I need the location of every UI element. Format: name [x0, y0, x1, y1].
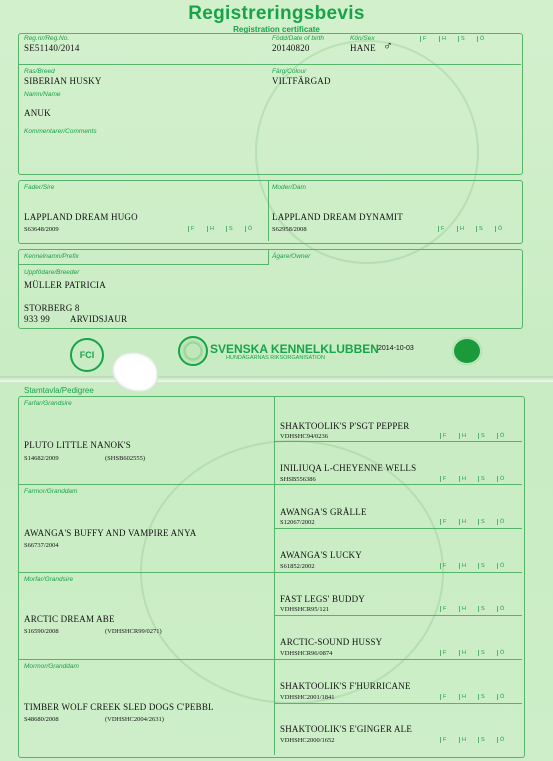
- health-col-s: S: [458, 36, 477, 42]
- health-col-f: F: [440, 563, 459, 569]
- breeder-postcode: 933 99: [24, 314, 50, 324]
- ggp3-health-columns: [440, 519, 516, 525]
- ggp3-name: AWANGA'S GRÅLLE: [280, 507, 367, 517]
- dam-label: Moder/Dam: [272, 184, 306, 191]
- paper-fold: [0, 376, 553, 382]
- ggp6-name: ARCTIC-SOUND HUSSY: [280, 637, 383, 647]
- dam-name: LAPPLAND DREAM DYNAMIT: [272, 212, 403, 222]
- breeder-city: ARVIDSJAUR: [70, 314, 128, 324]
- health-col-f: F: [420, 36, 439, 42]
- dob-value: 20140820: [272, 43, 310, 53]
- health-col-s: S: [478, 519, 497, 525]
- sex-value: HANE: [350, 43, 376, 53]
- health-col-h: H: [207, 226, 226, 232]
- fci-logo: [70, 338, 104, 372]
- health-col-h: H: [439, 36, 458, 42]
- ggp7-name: SHAKTOOLIK'S F'HURRICANE: [280, 681, 411, 691]
- health-col-s: S: [478, 433, 497, 439]
- skk-emblem-icon: [178, 336, 208, 366]
- health-col-h: H: [457, 226, 476, 232]
- health-col-s: S: [478, 606, 497, 612]
- club-subtitle: HUNDÄGARNAS RIKSORGANISATION: [226, 355, 325, 361]
- health-col-h: H: [459, 476, 478, 482]
- health-col-f: F: [440, 606, 459, 612]
- health-col-f: F: [438, 226, 457, 232]
- gp4-name: TIMBER WOLF CREEK SLED DOGS C'PEBBL: [24, 702, 214, 712]
- gp2-reg: S66737/2004: [24, 542, 59, 549]
- certificate-title: Registreringsbevis: [188, 3, 365, 24]
- dob-label: Född/Date of birth: [272, 35, 325, 42]
- health-col-f: F: [440, 650, 459, 656]
- ggp2-name: INILIUQA L-CHEYENNE WELLS: [280, 463, 417, 473]
- health-col-o: Ö: [497, 563, 516, 569]
- dog-details-box: [18, 33, 523, 175]
- ggp5-name: FAST LEGS' BUDDY: [280, 594, 365, 604]
- sire-health-columns: [188, 226, 264, 232]
- health-col-h: H: [459, 433, 478, 439]
- gp4-reg: S48680/2008: [24, 716, 59, 723]
- gp3-name: ARCTIC DREAM ABE: [24, 614, 115, 624]
- ggp1-name: SHAKTOOLIK'S P'SGT PEPPER: [280, 421, 410, 431]
- ggp7-health-columns: [440, 694, 516, 700]
- club-name: SVENSKA KENNELKLUBBEN: [210, 342, 379, 356]
- reg-no-label: Reg.nr/Reg.No.: [24, 35, 70, 42]
- issue-date: 2014-10-03: [378, 345, 414, 352]
- gp1-reg: S14682/2009: [24, 455, 59, 462]
- dam-health-columns: [438, 226, 514, 232]
- divider: [274, 397, 275, 755]
- kennel-prefix-label: Kennelnamn/Prefix: [24, 253, 79, 260]
- sex-label: Kön/Sex: [350, 35, 375, 42]
- gp4-label: Mormor/Granddam: [24, 663, 79, 670]
- gp2-label: Farmor/Granddam: [24, 488, 78, 495]
- breeder-label: Uppfödare/Breeder: [24, 269, 80, 276]
- sire-reg: S63648/2009: [24, 226, 59, 233]
- divider: [268, 250, 269, 264]
- breed-value: SIBERIAN HUSKY: [24, 76, 102, 86]
- ggp8-reg: VDHSHC2000/1652: [280, 737, 335, 744]
- health-col-s: S: [476, 226, 495, 232]
- ggp8-health-columns: [440, 737, 516, 743]
- gp3-reg: S16590/2008: [24, 628, 59, 635]
- ggp2-reg: SHSB556386: [280, 476, 316, 483]
- sire-name: LAPPLAND DREAM HUGO: [24, 212, 138, 222]
- dam-reg: S62958/2008: [272, 226, 307, 233]
- gp3-label: Morfar/Grandsire: [24, 576, 74, 583]
- breeder-name: MÜLLER PATRICIA: [24, 280, 106, 290]
- divider: [19, 572, 522, 573]
- health-col-f: F: [440, 476, 459, 482]
- owner-label: Ägare/Owner: [272, 253, 311, 260]
- ggp6-reg: VDHSHCR96/0874: [280, 650, 333, 657]
- ggp7-reg: VDHSHC2001/1841: [280, 694, 335, 701]
- health-col-s: S: [478, 694, 497, 700]
- colour-value: VILTFÄRGAD: [272, 76, 331, 86]
- divider: [268, 181, 269, 241]
- ggp6-health-columns: [440, 650, 516, 656]
- ggp1-health-columns: [440, 433, 516, 439]
- dog-health-columns: [420, 36, 496, 42]
- gp1-label: Farfar/Grandsire: [24, 400, 72, 407]
- health-col-h: H: [459, 694, 478, 700]
- divider: [275, 528, 522, 529]
- divider: [19, 484, 522, 485]
- health-col-h: H: [459, 563, 478, 569]
- ggp4-health-columns: [440, 563, 516, 569]
- divider: [19, 659, 522, 660]
- gp2-name: AWANGA'S BUFFY AND VAMPIRE ANYA: [24, 528, 197, 538]
- health-col-h: H: [459, 650, 478, 656]
- health-col-o: Ö: [497, 650, 516, 656]
- health-col-f: F: [440, 433, 459, 439]
- gp3-reg2: (VDHSHCR99/0271): [105, 628, 162, 635]
- ggp3-reg: S12067/2002: [280, 519, 315, 526]
- health-col-o: Ö: [477, 36, 496, 42]
- health-col-f: F: [440, 519, 459, 525]
- health-col-s: S: [478, 563, 497, 569]
- colour-label: Färg/Colour: [272, 68, 307, 75]
- ggp5-reg: VDHSHCR95/121: [280, 606, 330, 613]
- divider: [275, 703, 522, 704]
- sire-label: Fader/Sire: [24, 184, 55, 191]
- gp1-reg2: (SHSB602555): [105, 455, 146, 462]
- gp1-name: PLUTO LITTLE NANOK'S: [24, 440, 131, 450]
- health-col-h: H: [459, 737, 478, 743]
- health-col-o: Ö: [497, 433, 516, 439]
- name-label: Namn/Name: [24, 91, 61, 98]
- dog-name-value: ANUK: [24, 108, 51, 118]
- swedish-flag-stamp-icon: [452, 337, 482, 365]
- pedigree-title: Stamtavla/Pedigree: [24, 386, 94, 395]
- health-col-o: Ö: [497, 476, 516, 482]
- health-col-o: Ö: [245, 226, 264, 232]
- reg-no-value: SE51140/2014: [24, 43, 80, 53]
- health-col-f: F: [188, 226, 207, 232]
- divider: [275, 615, 522, 616]
- health-col-h: H: [459, 606, 478, 612]
- ggp5-health-columns: [440, 606, 516, 612]
- ggp4-reg: S61852/2002: [280, 563, 315, 570]
- health-col-o: Ö: [497, 737, 516, 743]
- male-symbol-icon: ♂: [383, 38, 393, 53]
- health-col-s: S: [226, 226, 245, 232]
- divider: [275, 441, 522, 442]
- health-col-s: S: [478, 476, 497, 482]
- health-col-s: S: [478, 650, 497, 656]
- divider: [19, 64, 521, 65]
- health-col-f: F: [440, 737, 459, 743]
- certificate-subtitle: Registration certificate: [233, 25, 320, 34]
- health-col-s: S: [478, 737, 497, 743]
- fci-logo-text: FCI: [79, 350, 95, 360]
- divider: [19, 264, 269, 265]
- ggp1-reg: VDHSHC94/0236: [280, 433, 329, 440]
- ggp8-name: SHAKTOOLIK'S E'GINGER ALE: [280, 724, 413, 734]
- health-col-f: F: [440, 694, 459, 700]
- breeder-address: STORBERG 8: [24, 303, 80, 313]
- health-col-o: Ö: [497, 694, 516, 700]
- breed-label: Ras/Breed: [24, 68, 55, 75]
- health-col-o: Ö: [497, 519, 516, 525]
- health-col-o: Ö: [495, 226, 514, 232]
- ggp4-name: AWANGA'S LUCKY: [280, 550, 362, 560]
- comments-label: Kommentarer/Comments: [24, 128, 97, 135]
- health-col-h: H: [459, 519, 478, 525]
- health-col-o: Ö: [497, 606, 516, 612]
- ggp2-health-columns: [440, 476, 516, 482]
- gp4-reg2: (VDHSHC2004/2631): [105, 716, 164, 723]
